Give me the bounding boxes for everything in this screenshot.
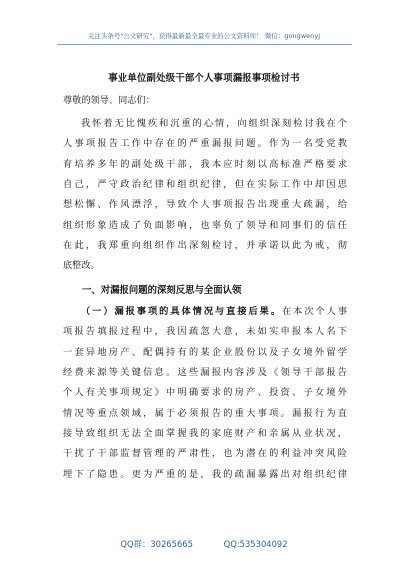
paragraph-line: 自己，严守政治纪律和组织纪律，但在实际工作中却因思 <box>63 179 347 191</box>
header-divider <box>57 44 352 45</box>
paragraph-line: 人事项报告工作中存在的严重漏报问题。作为一名受党教 <box>63 138 347 150</box>
paragraph-line <box>63 302 347 322</box>
paragraph-line: 项报告填报过程中，我因疏忽大意，未如实申报本人名下 <box>63 326 347 338</box>
paragraph-1 <box>63 114 347 277</box>
paragraph-line: 干扰了干部监督管理的严肃性，也为潜在的利益冲突风险 <box>63 448 347 460</box>
document-title: 事业单位副处级干部个人事项漏报事项检讨书 <box>108 73 300 84</box>
paragraph-2 <box>63 302 347 485</box>
paragraph-line: 育培养多年的副处级干部，我本应时刻以高标准严格要求 <box>63 158 347 170</box>
footer-qq: QQ:535304092 <box>223 539 288 549</box>
subsection-label: （一）漏报事项的具体情况与直接后果。 <box>81 306 282 317</box>
paragraph-line: 一套异地房产、配偶持有的某企业股份以及子女境外留学 <box>63 346 347 358</box>
paragraph-line: 埋下了隐患。更为严重的是，我的疏漏暴露出对组织纪律 <box>63 468 347 480</box>
footer-qq-group: QQ群：30265665 <box>120 539 193 549</box>
paragraph-line: 在此，我郑重向组织作出深刻检讨，并承诺以此为戒，彻 <box>63 240 347 252</box>
paragraph-line: 个人有关事项规定》中明确要求的房产、投资、子女境外 <box>63 387 347 399</box>
paragraph-line: 组织形象造成了负面影响，也辜负了领导和同事们的信任 <box>63 219 347 231</box>
section-heading-1: 一、对漏报问题的深刻反思与全面认领 <box>82 285 242 296</box>
salutation: 尊敬的领导、同志们： <box>63 95 155 106</box>
paragraph-line: 底整改。 <box>63 260 100 272</box>
page-footer <box>0 538 408 550</box>
subsection-lead-text: 在本次个人事 <box>281 306 347 317</box>
paragraph-line: 想松懈、作风漂浮，导致个人事项报告出现重大疏漏，给 <box>63 199 347 211</box>
header-banner: 关注头条号"公文研究"，获得最新最全最专业的公文资料库！ 微信：gongwenyj <box>87 32 321 40</box>
paragraph-line: 经费来源等关键信息。这些漏报内容涉及《领导干部报告 <box>63 367 347 379</box>
paragraph-line: 接导致组织无法全面掌握我的家庭财产和亲属从业状况， <box>63 428 347 440</box>
paragraph-line: 情况等重点领域，属于必须报告的重大事项。漏报行为直 <box>63 407 347 419</box>
paragraph-line: 我怀着无比愧疚和沉重的心情，向组织深刻检讨我在个 <box>81 118 347 129</box>
